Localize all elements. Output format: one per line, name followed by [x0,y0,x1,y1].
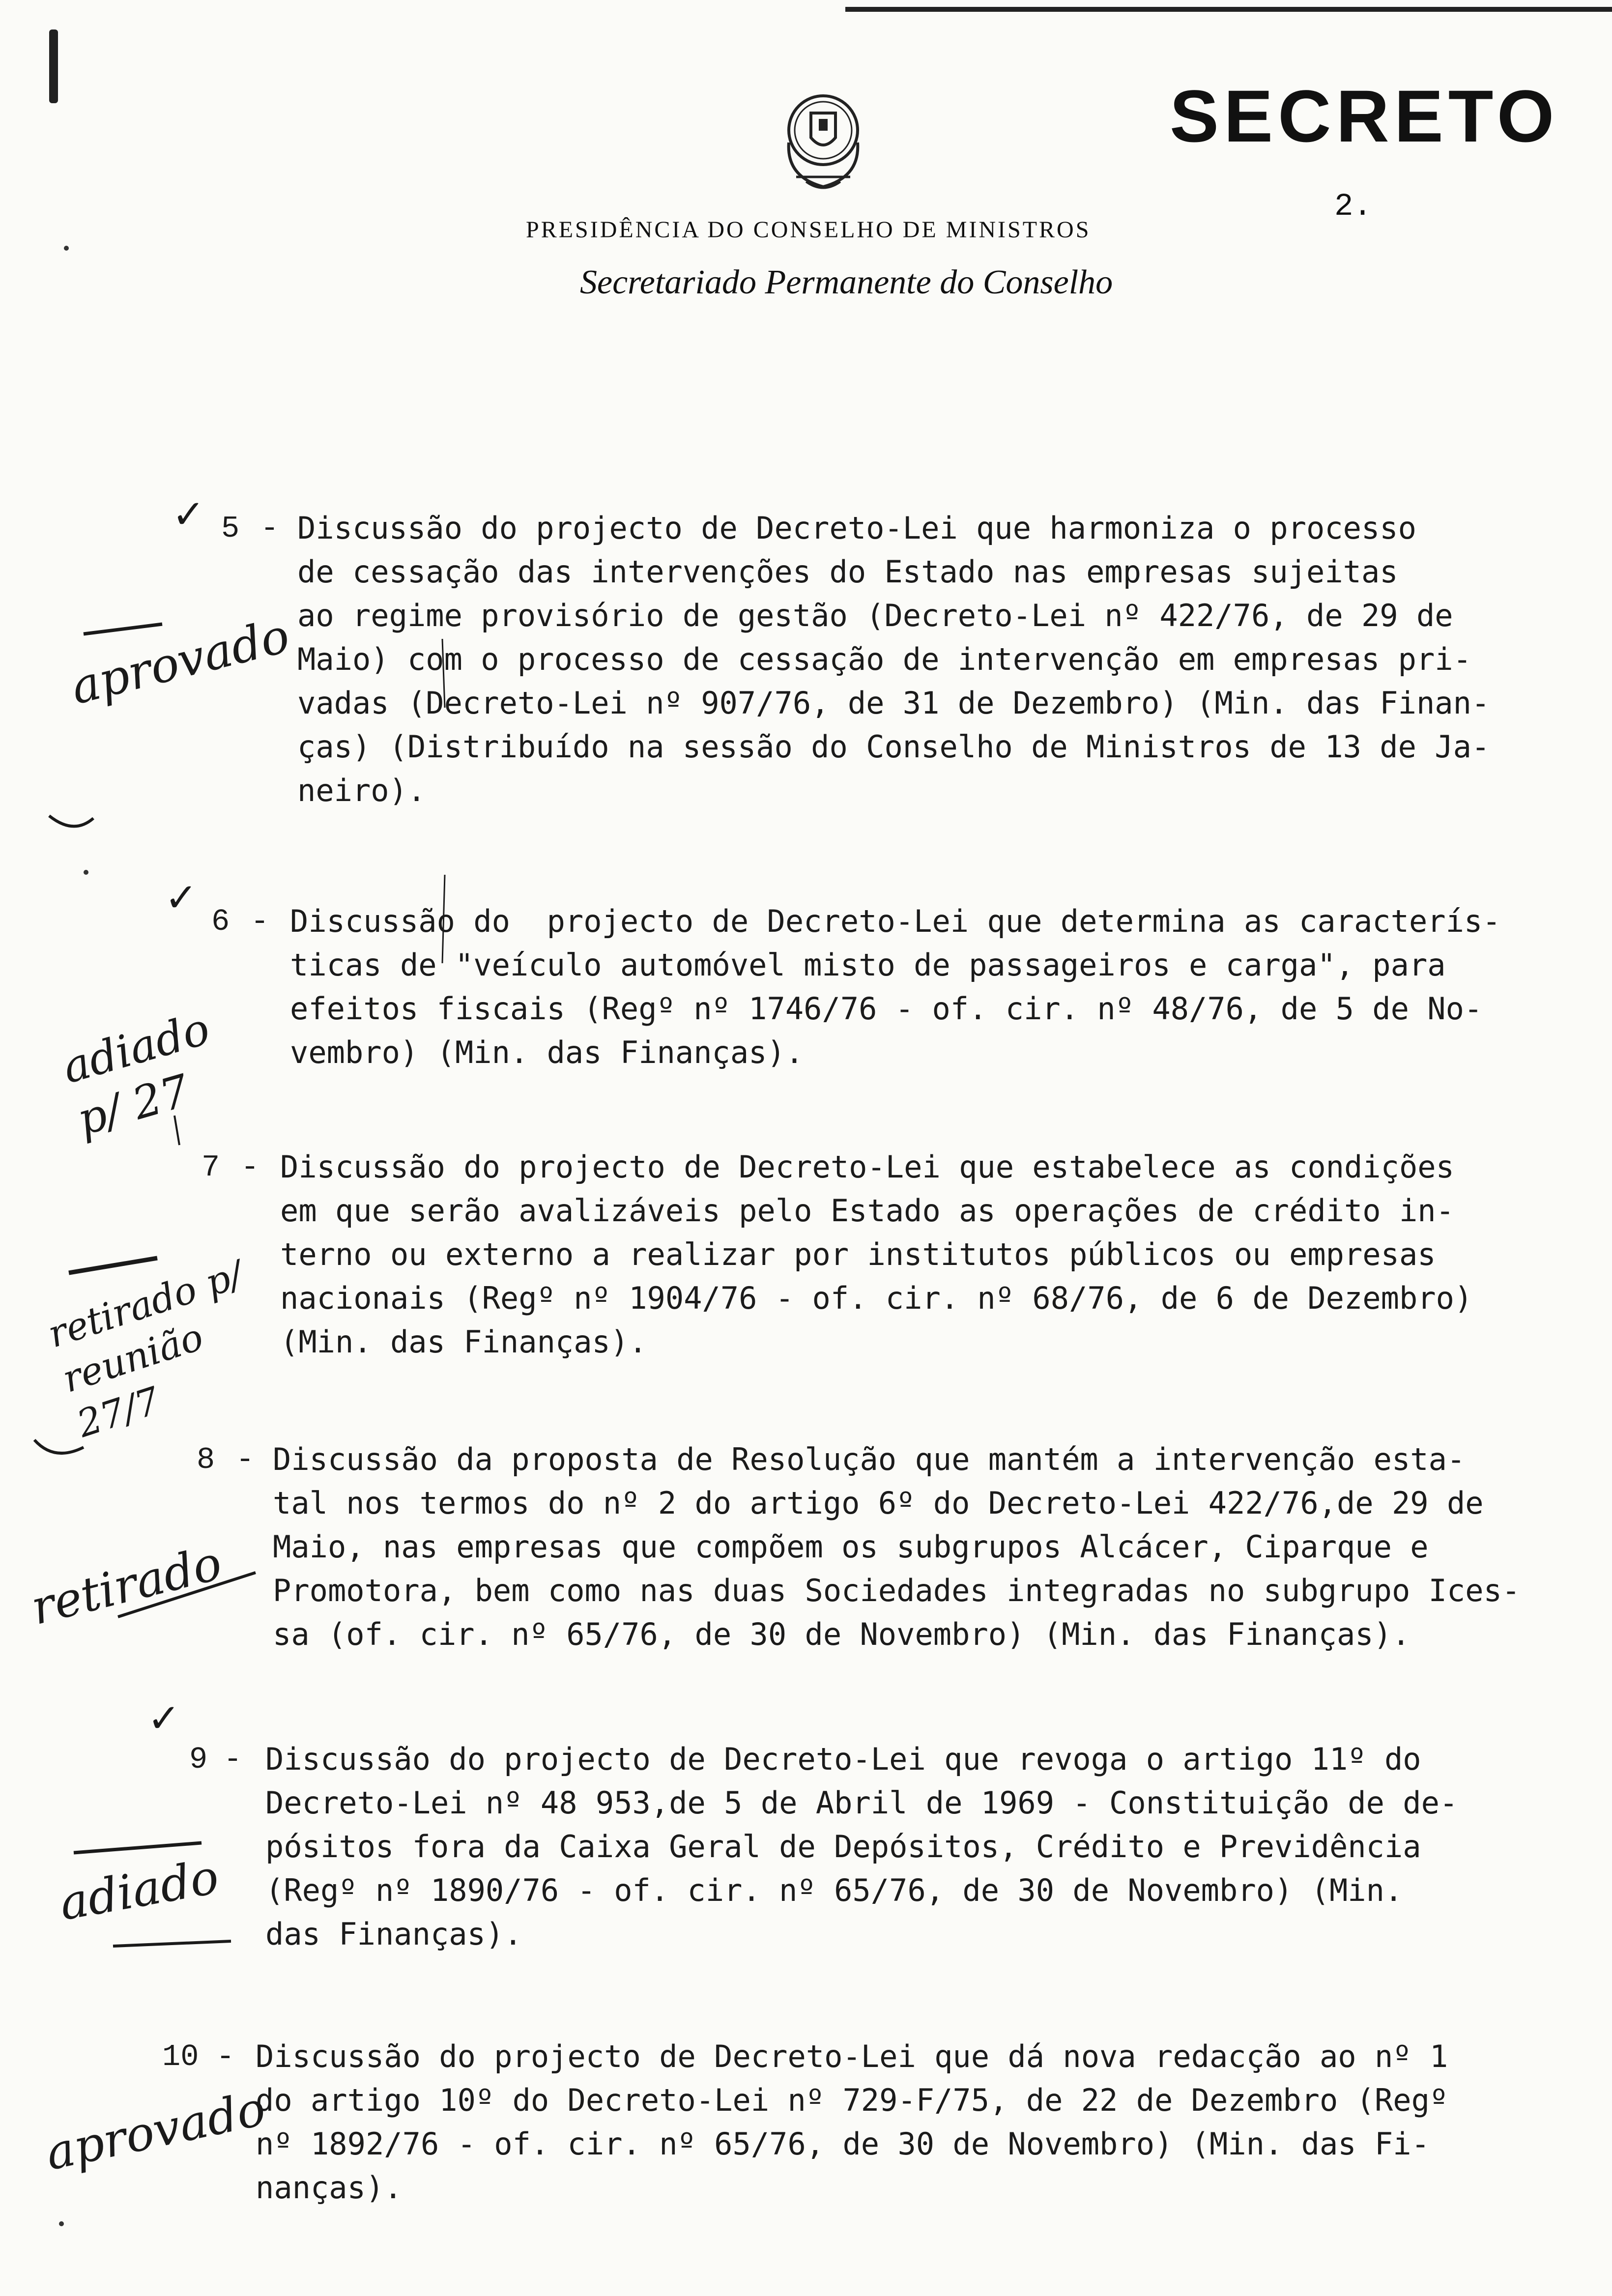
secretariat-subheader: Secretariado Permanente do Conselho [580,263,1113,301]
item-number: 9 [189,1742,208,1777]
institution-header: PRESIDÊNCIA DO CONSELHO DE MINISTROS [526,217,1091,243]
margin-dot [84,870,88,875]
underline-stroke [113,1941,231,1946]
item-number: 10 [162,2039,199,2074]
page-number: 2. [1334,189,1372,225]
item-number: 5 [221,511,240,546]
item-text: Discussão do projecto de Decreto-Lei que estabelece as condições em que serão avalizáveis pelo Estado as operações de crédito in- terno ou externo a realizar por institutos públicos ou empresas nacionais (Regº nº 1904/76 - of. cir. nº 68/76, de 6 de Dezembro) (Min. das Finanças). [280,1149,1473,1360]
item-text: Discussão do projecto de Decreto-Lei que revoga o artigo 11º do Decreto-Lei nº 48 953,de 5 de Abril de 1969 - Constituição de de- pósitos fora da Caixa Geral de Depósitos, Crédito e Previdência (Regº nº 1890/76 - of. cir. nº 65/76, de 30 de Novembro) (Min. das Finanças). [265,1741,1458,1952]
check-mark-icon: ✓ [165,875,198,920]
item-separator: - [241,1150,259,1185]
item-separator: - [251,904,269,939]
handwritten-annotation: retirado [26,1535,228,1636]
item-text: Discussão do projecto de Decreto-Lei que harmoniza o processo de cessação das intervenções do Estado nas empresas sujeitas ao regime provisório de gestão (Decreto-Lei nº 422/76, de 29 de Maio) com o processo de cessação de intervenção em empresas pri- vadas (Decreto-Lei nº 907/76, de 31 de Dezembro) (Min. das Finan- ças) (Distribuído na sessão do Conselho de Ministros de 13 de Ja- neiro). [297,510,1490,808]
item-separator: - [216,2039,235,2074]
item-separator: - [260,511,279,546]
strike-through-stroke [84,624,162,634]
strike-through-stroke [74,1843,202,1853]
pen-stroke [34,1440,84,1453]
item-number: 7 [202,1150,220,1185]
coat-of-arms-seal-icon [777,84,870,197]
item-separator: - [224,1742,242,1777]
item-text: Discussão da proposta de Resolução que mantém a intervenção esta- tal nos termos do nº 2 do artigo 6º do Decreto-Lei 422/76,de 29 de Maio, nas empresas que compõem os subgrupos Alcácer, Ciparque e Promotora, bem como nas duas Sociedades integradas no subgrupo Ices- sa (of. cir. nº 65/76, de 30 de Novembro) (Min. das Finanças). [273,1441,1521,1652]
handwritten-annotation: aprovado [41,2081,270,2181]
item-text: Discussão do projecto de Decreto-Lei que dá nova redacção ao nº 1 do artigo 10º do Decreto-Lei nº 729-F/75, de 22 de Dezembro (Regº nº 1892/76 - of. cir. nº 65/76, de 30 de Novembro) (Min. das Fi- nanças). [256,2038,1448,2206]
item-text: Discussão do projecto de Decreto-Lei que determina as caracterís- ticas de "veículo automóvel misto de passageiros e carga", para efeitos fiscais (Regº nº 1746/76 - of. cir. nº 48/76, de 5 de No- vembro) (Min. das Finanças). [290,903,1501,1070]
handwritten-annotation: retirado p/ reunião 27/7 [42,1252,248,1446]
item-number: 6 [211,904,230,939]
handwritten-annotation: aprovado [65,607,295,716]
handwritten-annotation: adiado p/ 27 [57,1003,216,1146]
check-mark-icon: ✓ [172,491,205,537]
item-number: 8 [197,1442,215,1477]
classification-stamp: SECRETO [1170,75,1559,157]
check-mark-icon: ✓ [147,1695,181,1741]
handwritten-annotation: adiado [55,1849,223,1931]
margin-dot [64,246,69,251]
margin-dot [59,2221,64,2226]
strike-through-stroke [69,1258,157,1273]
item-separator: - [236,1442,255,1477]
top-edge-rule [845,7,1612,12]
pen-stroke [49,816,93,826]
binding-mark [49,29,58,103]
